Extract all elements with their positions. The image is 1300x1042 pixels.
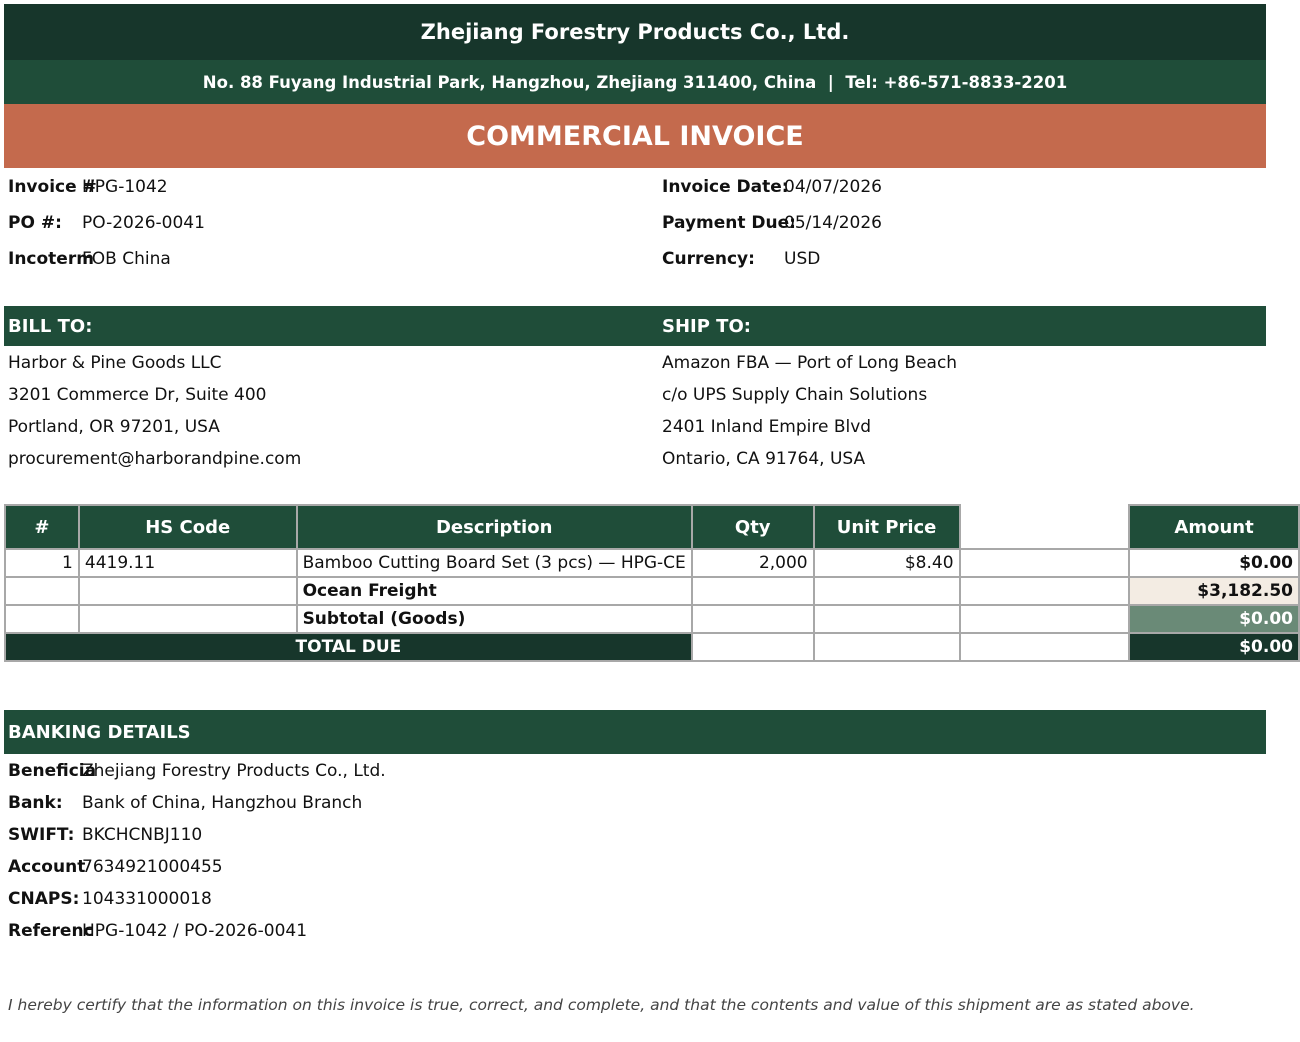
freight-amount: $3,182.50 xyxy=(1129,577,1299,605)
ship-to-line: 2401 Inland Empire Blvd xyxy=(662,417,872,437)
cell-blank xyxy=(79,577,297,605)
ship-to-heading: SHIP TO: xyxy=(662,315,751,337)
table-row xyxy=(5,549,1299,577)
bank-label: Bank: xyxy=(8,793,63,813)
banking-section-header xyxy=(4,710,1266,754)
cell-hs-code: 4419.11 xyxy=(79,549,297,577)
account-label: Account xyxy=(8,857,86,877)
table-header-row xyxy=(5,505,1299,549)
col-header-hs-code: HS Code xyxy=(79,505,297,549)
bill-to-heading: BILL TO: xyxy=(8,315,93,337)
cell-blank xyxy=(692,605,814,633)
bill-to-email: procurement@harborandpine.com xyxy=(8,449,302,469)
cell-amount: $0.00 xyxy=(1129,549,1299,577)
payment-due-value: 05/14/2026 xyxy=(784,213,882,233)
col-header-blank xyxy=(960,505,1130,549)
cell-blank xyxy=(814,577,960,605)
reference-label: Referenc xyxy=(8,921,94,941)
account-value: 7634921000455 xyxy=(82,857,223,877)
cell-blank xyxy=(5,605,79,633)
total-due-label: TOTAL DUE xyxy=(5,633,692,661)
cell-blank xyxy=(960,577,1130,605)
col-header-amount: Amount xyxy=(1129,505,1299,549)
line-items-table xyxy=(4,504,1300,662)
cell-number: 1 xyxy=(5,549,79,577)
payment-due-label: Payment Due: xyxy=(662,213,796,233)
cell-description: Bamboo Cutting Board Set (3 pcs) — HPG-CE xyxy=(297,549,692,577)
bank-value: Bank of China, Hangzhou Branch xyxy=(82,793,363,813)
subtotal-label: Subtotal (Goods) xyxy=(297,605,692,633)
col-header-qty: Qty xyxy=(692,505,814,549)
invoice-date-value: 04/07/2026 xyxy=(784,177,882,197)
document-title: COMMERCIAL INVOICE xyxy=(4,104,1266,168)
cell-blank xyxy=(960,605,1130,633)
swift-value: BKCHCNBJ110 xyxy=(82,825,203,845)
cnaps-label: CNAPS: xyxy=(8,889,80,909)
cnaps-value: 104331000018 xyxy=(82,889,212,909)
bill-to-line: Harbor & Pine Goods LLC xyxy=(8,353,222,373)
cell-blank xyxy=(692,577,814,605)
ship-to-line: Ontario, CA 91764, USA xyxy=(662,449,866,469)
total-due-amount: $0.00 xyxy=(1129,633,1299,661)
cell-blank xyxy=(960,633,1130,661)
cell-qty: 2,000 xyxy=(692,549,814,577)
banking-heading: BANKING DETAILS xyxy=(8,721,191,743)
cell-blank xyxy=(79,605,297,633)
address-section-header xyxy=(4,306,1266,346)
col-header-number: # xyxy=(5,505,79,549)
swift-label: SWIFT: xyxy=(8,825,75,845)
subtotal-amount: $0.00 xyxy=(1129,605,1299,633)
bill-to-line: 3201 Commerce Dr, Suite 400 xyxy=(8,385,267,405)
beneficiary-value: Zhejiang Forestry Products Co., Ltd. xyxy=(82,761,386,781)
subtotal-row xyxy=(5,605,1299,633)
reference-value: HPG-1042 / PO-2026-0041 xyxy=(82,921,308,941)
cell-blank xyxy=(960,549,1130,577)
freight-label: Ocean Freight xyxy=(297,577,692,605)
incoterm-value: FOB China xyxy=(82,249,171,269)
freight-row xyxy=(5,577,1299,605)
cell-blank xyxy=(692,633,814,661)
currency-label: Currency: xyxy=(662,249,755,269)
beneficiary-label: Beneficia xyxy=(8,761,97,781)
cell-blank xyxy=(5,577,79,605)
bill-to-line: Portland, OR 97201, USA xyxy=(8,417,220,437)
total-row xyxy=(5,633,1299,661)
po-number-label: PO #: xyxy=(8,213,62,233)
ship-to-line: Amazon FBA — Port of Long Beach xyxy=(662,353,958,373)
company-name: Zhejiang Forestry Products Co., Ltd. xyxy=(4,4,1266,60)
certification-note: I hereby certify that the information on this invoice is true, correct, and complete, and that the contents and value of this shipment are as stated above. xyxy=(8,996,1195,1014)
col-header-description: Description xyxy=(297,505,692,549)
col-header-unit-price: Unit Price xyxy=(814,505,960,549)
invoice-date-label: Invoice Date: xyxy=(662,177,789,197)
cell-unit-price: $8.40 xyxy=(814,549,960,577)
incoterm-label: Incoterm xyxy=(8,249,94,269)
ship-to-line: c/o UPS Supply Chain Solutions xyxy=(662,385,928,405)
invoice-number-value: HPG-1042 xyxy=(82,177,168,197)
company-address: No. 88 Fuyang Industrial Park, Hangzhou, Zhejiang 311400, China | Tel: +86-571-8833-2201 xyxy=(4,60,1266,104)
cell-blank xyxy=(814,633,960,661)
po-number-value: PO-2026-0041 xyxy=(82,213,205,233)
invoice-number-label: Invoice # xyxy=(8,177,97,197)
cell-blank xyxy=(814,605,960,633)
currency-value: USD xyxy=(784,249,821,269)
